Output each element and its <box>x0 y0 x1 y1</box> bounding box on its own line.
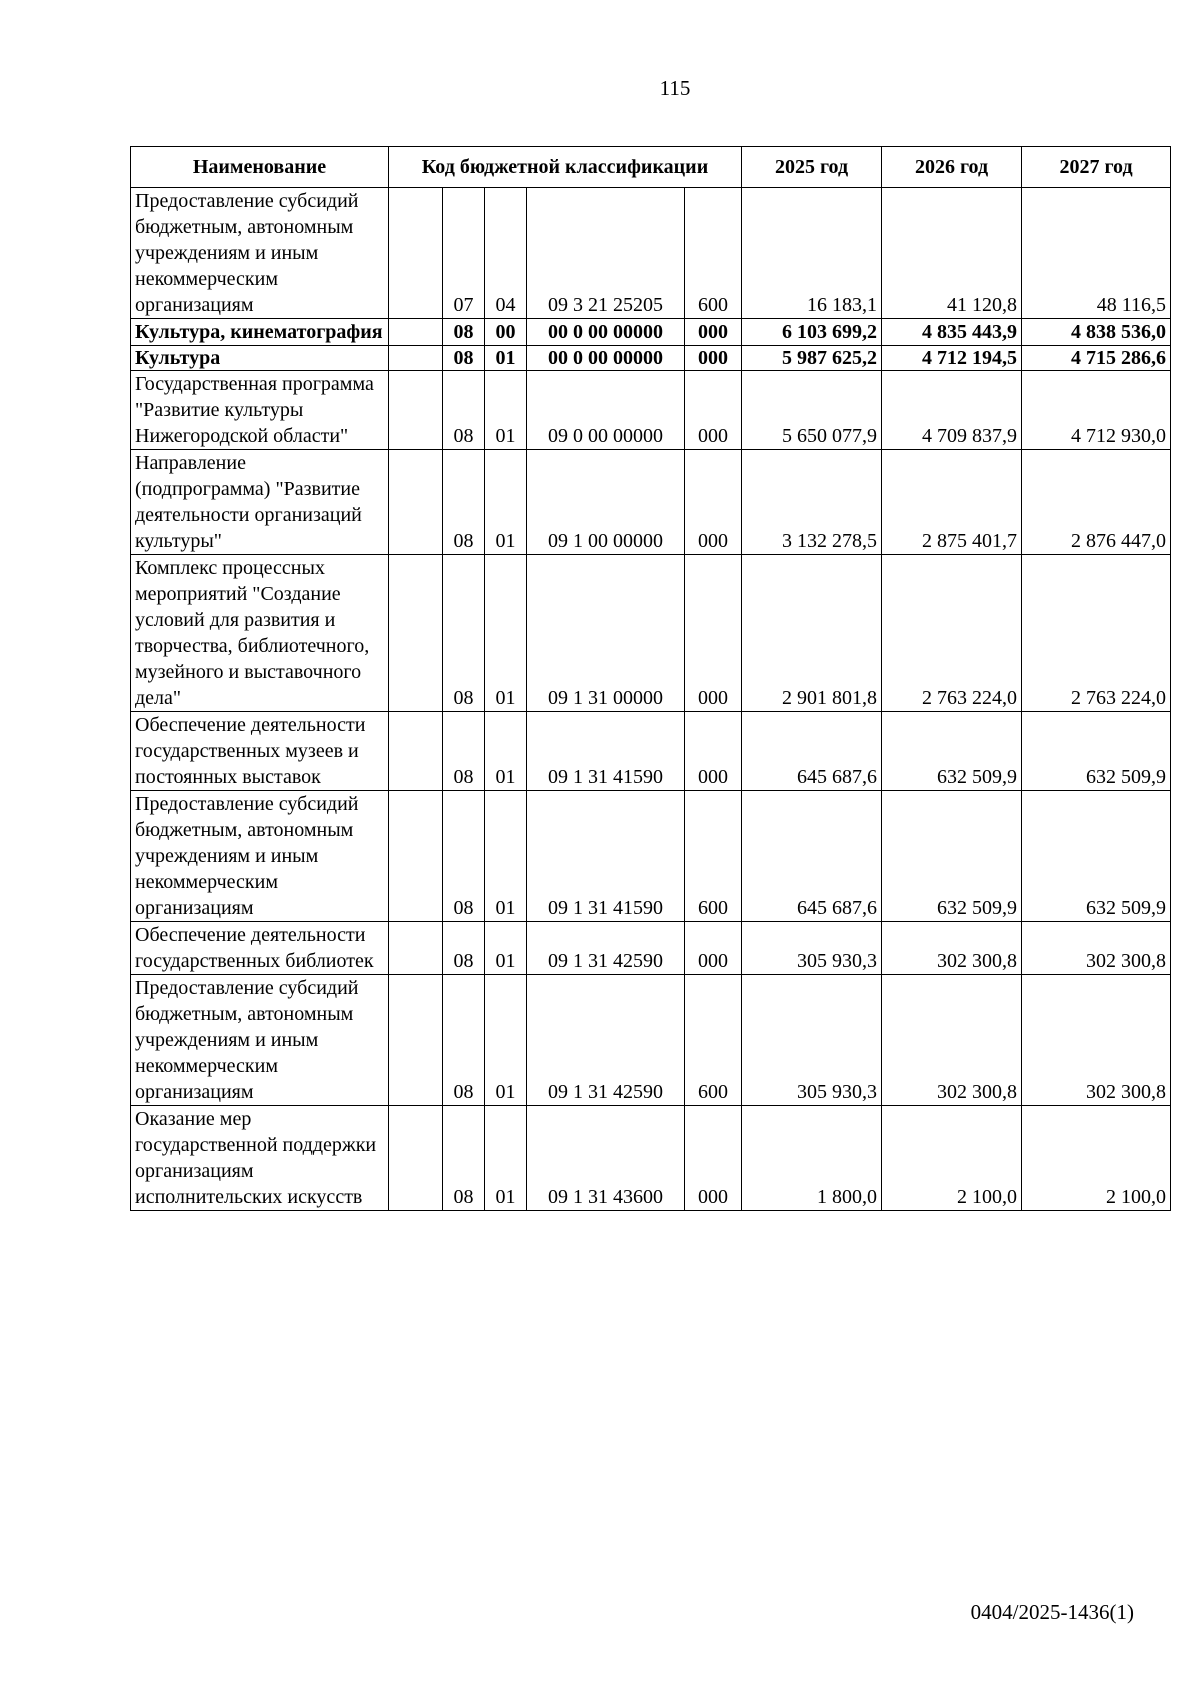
row-expense-type: 600 <box>685 791 742 922</box>
table-row <box>131 371 1171 450</box>
row-value-2025: 2 901 801,8 <box>742 555 882 712</box>
row-subsection: 01 <box>485 1106 527 1211</box>
row-value-2025: 645 687,6 <box>742 712 882 791</box>
header-2026: 2026 год <box>882 147 1022 188</box>
row-subsection: 01 <box>485 346 527 371</box>
row-value-2027: 2 100,0 <box>1022 1106 1171 1211</box>
row-expense-type: 000 <box>685 450 742 555</box>
row-name: Предоставление субсидий бюджетным, автономным учреждениям и иным некоммерческим организациям <box>131 975 389 1106</box>
row-subsection: 01 <box>485 922 527 975</box>
row-blank-code <box>389 922 443 975</box>
row-blank-code <box>389 555 443 712</box>
row-target-article: 09 1 31 41590 <box>527 712 685 791</box>
row-subsection: 01 <box>485 555 527 712</box>
header-2027: 2027 год <box>1022 147 1171 188</box>
table-row <box>131 555 1171 712</box>
row-value-2026: 41 120,8 <box>882 188 1022 319</box>
row-name: Предоставление субсидий бюджетным, автономным учреждениям и иным некоммерческим организациям <box>131 188 389 319</box>
row-target-article: 09 1 31 42590 <box>527 922 685 975</box>
row-name: Оказание мер государственной поддержки организациям исполнительских искусств <box>131 1106 389 1211</box>
table-body <box>131 188 1171 1211</box>
row-value-2026: 2 100,0 <box>882 1106 1022 1211</box>
row-expense-type: 600 <box>685 188 742 319</box>
table-row <box>131 1106 1171 1211</box>
row-value-2027: 632 509,9 <box>1022 791 1171 922</box>
row-value-2027: 4 838 536,0 <box>1022 319 1171 346</box>
row-value-2026: 632 509,9 <box>882 712 1022 791</box>
row-target-article: 00 0 00 00000 <box>527 319 685 346</box>
row-value-2025: 16 183,1 <box>742 188 882 319</box>
header-code: Код бюджетной классификации <box>389 147 742 188</box>
row-value-2026: 2 875 401,7 <box>882 450 1022 555</box>
row-value-2025: 305 930,3 <box>742 922 882 975</box>
row-blank-code <box>389 346 443 371</box>
row-section: 08 <box>443 1106 485 1211</box>
row-name: Обеспечение деятельности государственных музеев и постоянных выставок <box>131 712 389 791</box>
budget-table <box>130 146 1171 1211</box>
table-row <box>131 188 1171 319</box>
row-value-2025: 645 687,6 <box>742 791 882 922</box>
row-subsection: 01 <box>485 712 527 791</box>
row-target-article: 09 3 21 25205 <box>527 188 685 319</box>
row-value-2027: 302 300,8 <box>1022 975 1171 1106</box>
table-row <box>131 712 1171 791</box>
row-subsection: 00 <box>485 319 527 346</box>
row-subsection: 01 <box>485 975 527 1106</box>
budget-table-container <box>130 146 1171 1211</box>
row-target-article: 09 1 31 41590 <box>527 791 685 922</box>
row-blank-code <box>389 975 443 1106</box>
row-expense-type: 000 <box>685 346 742 371</box>
row-blank-code <box>389 712 443 791</box>
row-target-article: 00 0 00 00000 <box>527 346 685 371</box>
row-section: 08 <box>443 450 485 555</box>
row-name: Культура <box>131 346 389 371</box>
row-target-article: 09 1 31 42590 <box>527 975 685 1106</box>
table-row <box>131 922 1171 975</box>
row-blank-code <box>389 319 443 346</box>
row-value-2026: 302 300,8 <box>882 922 1022 975</box>
row-section: 08 <box>443 555 485 712</box>
table-row <box>131 319 1171 346</box>
header-2025: 2025 год <box>742 147 882 188</box>
row-section: 08 <box>443 371 485 450</box>
row-subsection: 01 <box>485 371 527 450</box>
row-value-2025: 305 930,3 <box>742 975 882 1106</box>
document-code: 0404/2025-1436(1) <box>970 1600 1134 1624</box>
page-number: 115 <box>659 76 691 100</box>
row-target-article: 09 1 31 43600 <box>527 1106 685 1211</box>
row-value-2026: 4 709 837,9 <box>882 371 1022 450</box>
row-expense-type: 000 <box>685 371 742 450</box>
row-section: 08 <box>443 975 485 1106</box>
row-value-2026: 2 763 224,0 <box>882 555 1022 712</box>
row-target-article: 09 1 00 00000 <box>527 450 685 555</box>
row-value-2027: 48 116,5 <box>1022 188 1171 319</box>
row-value-2027: 4 712 930,0 <box>1022 371 1171 450</box>
row-expense-type: 600 <box>685 975 742 1106</box>
row-section: 08 <box>443 319 485 346</box>
row-expense-type: 000 <box>685 1106 742 1211</box>
row-value-2027: 302 300,8 <box>1022 922 1171 975</box>
table-header-row <box>131 147 1171 188</box>
table-row <box>131 975 1171 1106</box>
row-section: 08 <box>443 922 485 975</box>
row-name: Обеспечение деятельности государственных библиотек <box>131 922 389 975</box>
row-section: 07 <box>443 188 485 319</box>
row-expense-type: 000 <box>685 922 742 975</box>
row-value-2025: 1 800,0 <box>742 1106 882 1211</box>
row-value-2026: 4 835 443,9 <box>882 319 1022 346</box>
row-value-2027: 2 763 224,0 <box>1022 555 1171 712</box>
row-value-2025: 3 132 278,5 <box>742 450 882 555</box>
row-value-2026: 632 509,9 <box>882 791 1022 922</box>
row-value-2025: 5 650 077,9 <box>742 371 882 450</box>
row-expense-type: 000 <box>685 319 742 346</box>
row-value-2027: 632 509,9 <box>1022 712 1171 791</box>
row-section: 08 <box>443 346 485 371</box>
row-expense-type: 000 <box>685 712 742 791</box>
table-row <box>131 346 1171 371</box>
row-section: 08 <box>443 791 485 922</box>
table-row <box>131 450 1171 555</box>
row-subsection: 01 <box>485 791 527 922</box>
row-blank-code <box>389 371 443 450</box>
row-expense-type: 000 <box>685 555 742 712</box>
header-name: Наименование <box>131 147 389 188</box>
row-value-2025: 5 987 625,2 <box>742 346 882 371</box>
row-value-2025: 6 103 699,2 <box>742 319 882 346</box>
row-subsection: 01 <box>485 450 527 555</box>
row-section: 08 <box>443 712 485 791</box>
row-value-2026: 4 712 194,5 <box>882 346 1022 371</box>
row-blank-code <box>389 450 443 555</box>
table-row <box>131 791 1171 922</box>
row-name: Направление (подпрограмма) "Развитие деятельности организаций культуры" <box>131 450 389 555</box>
row-name: Государственная программа "Развитие культуры Нижегородской области" <box>131 371 389 450</box>
row-name: Предоставление субсидий бюджетным, автономным учреждениям и иным некоммерческим организациям <box>131 791 389 922</box>
row-subsection: 04 <box>485 188 527 319</box>
row-target-article: 09 0 00 00000 <box>527 371 685 450</box>
row-value-2027: 2 876 447,0 <box>1022 450 1171 555</box>
row-value-2027: 4 715 286,6 <box>1022 346 1171 371</box>
row-blank-code <box>389 791 443 922</box>
row-blank-code <box>389 1106 443 1211</box>
row-value-2026: 302 300,8 <box>882 975 1022 1106</box>
row-target-article: 09 1 31 00000 <box>527 555 685 712</box>
row-name: Культура, кинематография <box>131 319 389 346</box>
row-blank-code <box>389 188 443 319</box>
row-name: Комплекс процессных мероприятий "Создание условий для развития и творчества, библиотечного, музейного и выставочного дела" <box>131 555 389 712</box>
